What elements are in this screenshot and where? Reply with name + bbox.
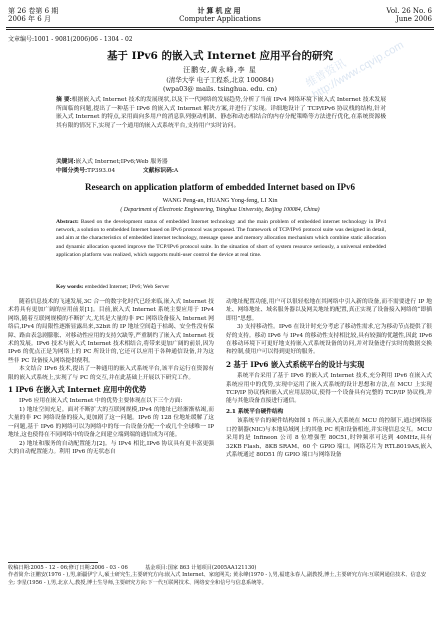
authors-en: WANG Peng-an, HUANG Yong-feng, LI Xin — [162, 197, 278, 204]
classification-line — [56, 167, 386, 176]
keywords-en-label: Key words: — [56, 284, 84, 290]
date-zh: 2006 年 6 月 — [8, 15, 51, 23]
keywords-en-text: embedded Internet; IPv6; Web Server — [84, 284, 170, 290]
abstract-en-label: Abstract: — [56, 219, 79, 225]
authors-zh: 汪鹏安,黄永峰,李 星 — [183, 66, 257, 74]
clc-value: TP393.04 — [87, 168, 116, 174]
footnote — [8, 565, 432, 587]
doc-code-label: 文献标识码: — [142, 168, 174, 174]
keywords-zh-text: 嵌入式 Internet;IPv6;Web 服务器 — [75, 159, 168, 165]
footnote-bio: 作者简介:汪鹏安(1976 - ),男,新疆伊宁人,硕士研究生,主要研究方向:嵌入式 Internet、家庭网关; 黄永峰(1970 - ),男,福建永春人,副教授,博士,主要研究方向:互联网通信技术、信息安全; 李星(1956 - ),男,北京人,教授,博士生导师,主要研究方向:下一代互联网技术、网络安全和信号与信息系统等。 — [8, 572, 427, 586]
abstract-en — [56, 218, 386, 259]
hardware-structure-paragraph: 该系统平台的硬件结构如图 1 所示,嵌入式系统在 MCU 的控制下,通过网络接口控制器(NIC)与本地局域网上的其他 PC 机和设备相连,并实现信息交互。MCU 采用的是 Infineon 公司 8 位增强型 80C51,时钟频率可达到 40MHz,具有 32KB Flash、8KB SRAM、60 个 GPIO 端口。网络芯片为 RTL8019AS,嵌入式系统通过 80D51 的 GPIO 端口与网络设备 — [226, 418, 432, 458]
keywords-zh-label: 关键词: — [56, 159, 76, 165]
section-2-1-title: 2.1 系统平台硬件结构 — [226, 408, 284, 415]
title-en: Research on application platform of embedded Internet based on IPv6 — [84, 182, 356, 192]
section-2-intro: 系统平台采用了基于 IPv6 的嵌入式 Internet 技术,充分利用 IPv6 在嵌入式系统应用中的优势,实现中运用了嵌入式系统的设计思想和方法,在 MCU 上实现 TCP/IP 协议栈和嵌入式应用层协议,使得一个设备具有完整的 TCP/IP 协议栈,并能与其他设备直接进行通信。 — [226, 373, 432, 405]
abstract-en-text: Based on the development status of embedded Internet technology and the main problem of embedded internet technology in IPv4 network, a solution to embedded Internet based on IPv6 protocol was proposed. The framework of TCP/IPv6 protocol suite was designed in detail, and aim at the characteristics of embedded internet technology, message queue and memory allocation mechanism which combine static allocation and dynamic allocation quoted improve the TCP/IPv6 protocol suite. In the situation of short of system resource seriously, a universal embedded application platform was realized, which supports multi-user control the device at real time. — [56, 219, 386, 258]
intro-paragraph-2: 本文结合 IPv6 技术,提出了一种通用的嵌入式系统平台,该平台运行在资源有限的嵌入式系统上,实现了与 PC 的交互,并在此基础上开展以下研究工作。 — [8, 366, 214, 381]
footnote-received-text: 收稿日期:2005 - 12 - 06;修订日期:2006 - 03 - 06 — [8, 565, 128, 571]
journal-name-en: Computer Applications — [179, 15, 261, 23]
keywords-zh — [56, 158, 386, 167]
header-rule-top — [6, 27, 434, 28]
abstract-zh — [56, 96, 386, 130]
journal-name-zh: 计算机应用 — [197, 6, 243, 15]
section-1-title: 1 IPv6 在嵌入式 Internet 应用中的优势 — [8, 385, 147, 395]
article-id: 文章编号:1001 - 9081(2006)06 - 1304 - 02 — [8, 36, 133, 43]
section-2-title: 2 基于 IPv6 嵌入式系统平台的设计与实现 — [226, 359, 365, 369]
advantage-autoconfig: 2) 地址和服务的自动配置能力[2]。与 IPv4 相比,IPv6 协议具有更丰富更强大的自动配置能力。利用 IPv6 的无状态自 — [8, 440, 214, 455]
keywords-en — [56, 283, 386, 292]
author-email: (wpa03@ mails. tsinghua. edu. cn) — [162, 85, 278, 93]
header-center — [0, 7, 440, 23]
advantage-address-space: 1) 地址空间充足。面对不断扩大的互联网规模,IPv4 的地址已经渐渐枯竭,而大量的非 PC 网络设备的接入,更加剧了这一问题。IPv6 的 128 位地址缓解了这一问题,基于 IPv6 的网络可以为网络中的每一台设备分配一个或几个全球唯一 IP 地址,这也使得在不同网络中的设备之间建立端到端的通信成为可能。 — [8, 406, 214, 439]
clc-label: 中图分类号: — [56, 168, 88, 174]
doc-code-value: A — [174, 168, 179, 174]
intro-paragraph: 随着信息技术的飞速发展,3C 合一的数字化时代已经来临,嵌入式 Internet 技术将具有更加广阔的应用前景[1]。目前,嵌入式 Internet 系统主要应用于 IPv4 网络,随着互联网规模的不断扩大,尤其是大量的非 PC 网络设备接入 Internet 网络后,IPv4 的局限性逐渐显露出来,32bit 的 IP 地址空间趋于枯竭、安全性没有保障、路由表急剧膨胀、对移动性应用的支持欠缺等,严重制约了嵌入式 Internet 技术的发展。IPv6 技术与嵌入式 Internet 技术相结合,将带来更加广阔的前景,因为 IPv6 的优点正是为网络上的 PC 所设计的,它还可以应用于各种通信设备,并为这些非 PC 设备接入网络提供便利。 — [8, 299, 214, 364]
left-column — [8, 298, 214, 456]
abstract-zh-text: 根据嵌入式 Internet 技术的发展现状,以及下一代网络的发展趋势,分析了当前 IPv4 网络环境下嵌入式 Internet 技术发展所面临的问题,提出了一种基于 IPv6 的嵌入式 Internet 解决方案,并进行了实现。详细地设计了 TCP/IPv6 协议栈的结构,针对嵌入式 Internet 的特点,采用面向多用户的消息队列驱动机制、静态和动态相结合的内存分配策略等方法进行优化,在系统资源极其有限的情况下,实现了一个通用的嵌入式系统平台,支持用户实时访问。 — [56, 97, 386, 129]
volume-issue-en: Vol. 26 No. 6 — [386, 7, 432, 15]
footnote-rule — [8, 562, 98, 563]
header-rule-bottom — [6, 29, 434, 30]
affiliation-en: ( Department of Electronic Engineering, Tsinghua University, Beijing 100084, China) — [120, 207, 320, 213]
date-en: June 2006 — [395, 15, 432, 23]
affiliation-zh: (清华大学 电子工程系,北京 100084) — [166, 76, 274, 84]
watermark: 维普资讯 http://www.cqvip.com — [303, 39, 406, 102]
title-zh: 基于 IPv6 的嵌入式 Internet 应用平台的研究 — [106, 50, 334, 62]
section-1-intro: IPv6 应用在嵌入式 Internet 中的优势主要体现在以下三个方面: — [19, 398, 183, 405]
right-column — [226, 298, 432, 459]
autoconfig-continued: 动地址配置功能,用户可以很轻松地在其网络中引入新的设备,而不需要进行 IP 地址、网络地址、域名服务器以及网关地址的配置,真正实现了设备接入网络的“即插即用”思想。 — [226, 299, 432, 322]
abstract-zh-label: 摘 要: — [56, 97, 72, 103]
advantage-mobility: 3) 支持移动性。IPv6 在设计时充分考虑了移动性需求,它为移动节点提供了很好的支持。移动 IPv6 与 IPv4 的移动性支持相比较,具有较强的优越性,因此 IPv6 在移动环境下可更好地支持嵌入式系统设备的访问,并对设备进行实时的数据交换和控制,使用户可以得到更好的服务。 — [226, 324, 432, 356]
volume-issue: 第 26 卷第 6 期 — [8, 7, 59, 15]
footnote-fund-text: 基金项目:国家 863 计划项目(2005AA121130) — [145, 565, 257, 571]
